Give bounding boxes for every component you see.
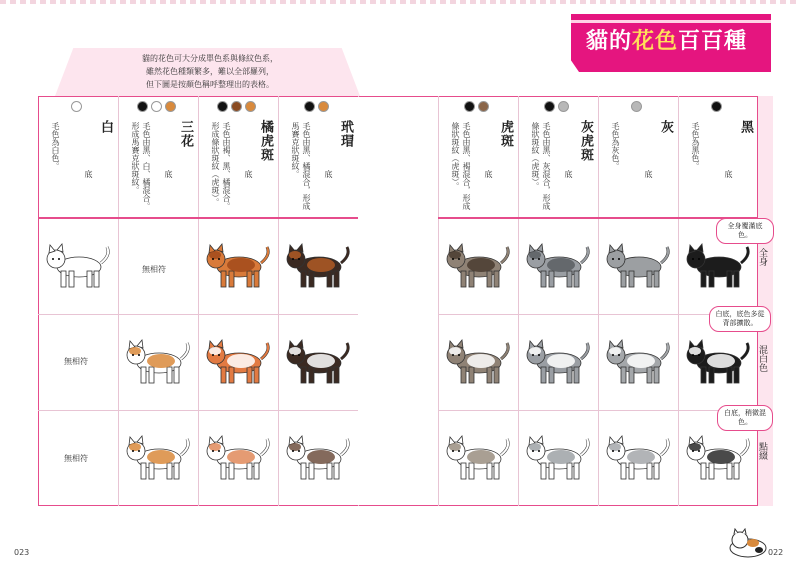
column-description: 毛色由褐、黑、橘混合。形成條狀斑紋（虎斑）。	[211, 122, 231, 210]
cat-illustration	[683, 433, 753, 485]
column-name: 灰虎斑	[578, 120, 593, 162]
column-name: 橘虎斑	[258, 120, 273, 162]
color-dot	[217, 101, 228, 112]
column-kind: 底	[84, 170, 93, 178]
cat-illustration	[523, 337, 593, 389]
color-dot	[165, 101, 176, 112]
column-description: 毛色為灰色。	[611, 122, 620, 170]
no-match-label: 無相符	[64, 357, 88, 366]
mascot-cat-icon	[726, 528, 770, 558]
color-dot	[137, 101, 148, 112]
row-label-full: 全身	[757, 248, 767, 266]
row-label-dotted: 點綴	[757, 442, 767, 460]
cat-illustration	[603, 241, 673, 293]
column-kind: 底	[164, 170, 173, 178]
column-description: 毛色由黑、橘混合，形成馬賽克狀斑紋。	[291, 122, 311, 210]
cat-illustration	[283, 241, 353, 293]
color-swatches	[544, 101, 569, 112]
cat-illustration	[123, 337, 193, 389]
color-swatches	[464, 101, 489, 112]
color-dot	[478, 101, 489, 112]
column-kind: 底	[644, 170, 653, 178]
column-kind: 底	[244, 170, 253, 178]
column-name: 灰	[658, 120, 673, 134]
cat-illustration	[443, 433, 513, 485]
cat-illustration	[203, 337, 273, 389]
color-dot	[544, 101, 555, 112]
color-swatches	[71, 101, 82, 112]
intro-text: 貓的花色可大分成單色系與條紋色系， 雖然花色種類繁多，難以全部羅列， 但下圖是按顏色稱呼整理出的表格。	[142, 54, 278, 89]
column-description: 毛色由黑、白、橘混合。形成馬賽克狀斑紋。	[131, 122, 151, 210]
color-dot	[231, 101, 242, 112]
color-dot	[464, 101, 475, 112]
no-match-label: 無相符	[142, 265, 166, 274]
color-dot	[318, 101, 329, 112]
no-match-label: 無相符	[64, 454, 88, 463]
column-kind: 底	[564, 170, 573, 178]
cat-illustration	[683, 241, 753, 293]
column-name: 三花	[178, 120, 193, 148]
page-title: 貓的花色百百種	[586, 29, 748, 54]
color-swatches	[137, 101, 176, 112]
column-kind: 底	[484, 170, 493, 178]
column-name: 虎斑	[498, 120, 513, 148]
cat-illustration	[443, 337, 513, 389]
color-swatches	[217, 101, 256, 112]
column-description: 毛色為黑色。	[691, 122, 700, 170]
cat-illustration	[283, 433, 353, 485]
cat-illustration	[203, 241, 273, 293]
color-dot	[71, 101, 82, 112]
color-dot	[631, 101, 642, 112]
page-number-left: 023	[14, 548, 30, 557]
cat-illustration	[603, 337, 673, 389]
cat-illustration	[683, 337, 753, 389]
column-kind: 底	[724, 170, 733, 178]
column-name: 黑	[738, 120, 753, 134]
color-swatches	[304, 101, 329, 112]
cat-illustration	[443, 241, 513, 293]
cat-illustration	[203, 433, 273, 485]
color-dot	[245, 101, 256, 112]
column-name: 玳瑁	[338, 120, 353, 148]
row-note-mixed: 白底，底色多從背部擴散。	[709, 306, 771, 332]
cat-illustration	[523, 433, 593, 485]
column-kind: 底	[324, 170, 333, 178]
top-stripes	[0, 0, 799, 4]
row-label-mixed: 混白色	[757, 345, 767, 372]
cat-illustration	[123, 433, 193, 485]
cat-illustration	[43, 241, 113, 293]
column-name: 白	[98, 120, 113, 134]
cat-illustration	[283, 337, 353, 389]
column-description: 毛色為白色。	[51, 122, 60, 170]
cat-illustration	[603, 433, 673, 485]
color-dot	[558, 101, 569, 112]
column-description: 毛色由黑、灰混合，形成條狀斑紋（虎斑）。	[531, 122, 551, 210]
row-note-dotted: 白底，稍微混色。	[717, 405, 773, 431]
row-note-full: 全身覆滿底色。	[716, 218, 774, 244]
color-swatches	[631, 101, 642, 112]
color-dot	[304, 101, 315, 112]
column-description: 毛色由黑、褐混合，形成條狀斑紋（虎斑）。	[451, 122, 471, 210]
cat-illustration	[523, 241, 593, 293]
page-number-right: 022	[768, 548, 784, 557]
color-dot	[711, 101, 722, 112]
color-swatches	[711, 101, 722, 112]
color-dot	[151, 101, 162, 112]
